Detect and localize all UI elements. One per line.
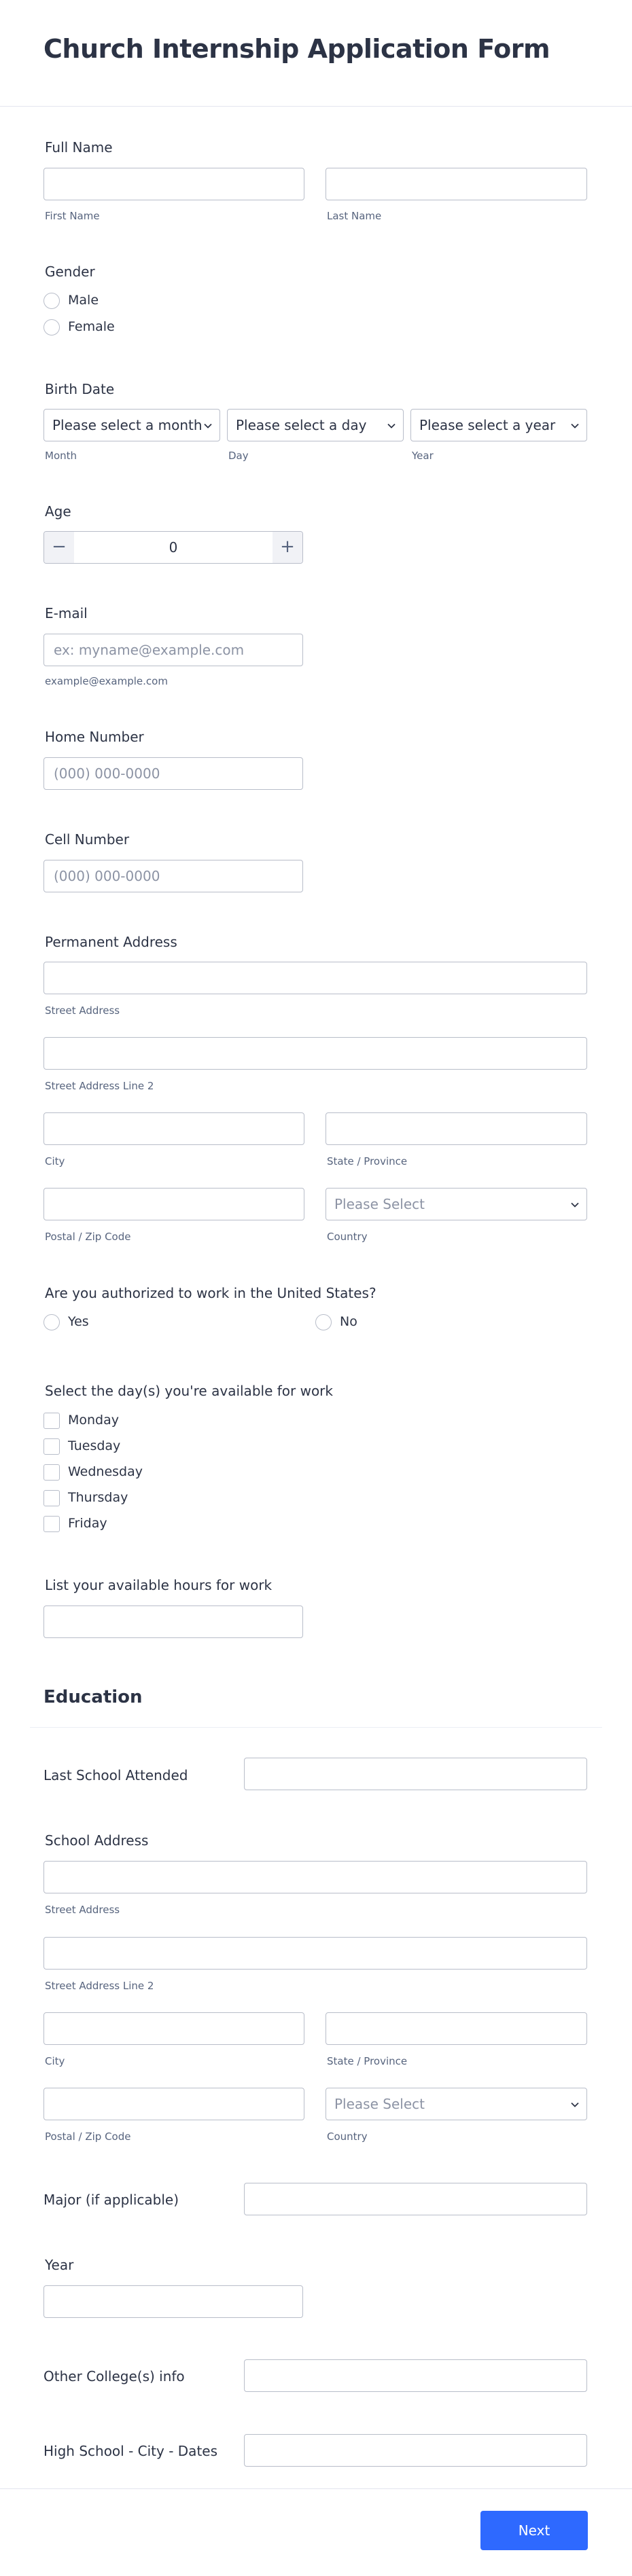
- available-hours-label: List your available hours for work: [45, 1577, 273, 1593]
- birth-day-select[interactable]: [227, 409, 404, 441]
- day-tuesday-label[interactable]: Tuesday: [68, 1438, 121, 1453]
- work-auth-no-label[interactable]: No: [340, 1314, 357, 1329]
- street-address-input[interactable]: [43, 962, 587, 994]
- last-school-input[interactable]: [244, 1758, 587, 1790]
- work-auth-no-radio[interactable]: [315, 1314, 332, 1330]
- home-number-label: Home Number: [45, 729, 144, 745]
- last-name-input[interactable]: [326, 168, 587, 200]
- school-city-sublabel: City: [45, 2055, 65, 2067]
- birth-month-value: Please select a month: [52, 417, 203, 433]
- section-divider: [30, 1727, 602, 1728]
- school-country-select[interactable]: [326, 2088, 587, 2120]
- permanent-address-label: Permanent Address: [45, 934, 177, 950]
- country-value: Please Select: [334, 1196, 425, 1212]
- form-header: [0, 0, 632, 107]
- first-name-sublabel: First Name: [45, 210, 100, 222]
- major-input[interactable]: [244, 2183, 587, 2215]
- birth-month-sublabel: Month: [45, 450, 77, 462]
- state-input[interactable]: [326, 1112, 587, 1145]
- birth-day-sublabel: Day: [228, 450, 249, 462]
- available-hours-input[interactable]: [43, 1606, 303, 1638]
- birth-year-value: Please select a year: [419, 417, 556, 433]
- gender-male-radio[interactable]: [43, 293, 60, 309]
- high-school-label: High School - City - Dates: [43, 2443, 218, 2459]
- city-input[interactable]: [43, 1112, 304, 1145]
- birth-date-label: Birth Date: [45, 381, 115, 397]
- school-street-line2-sublabel: Street Address Line 2: [45, 1980, 154, 1992]
- home-number-input[interactable]: (000) 000-0000: [43, 757, 303, 790]
- school-state-sublabel: State / Province: [327, 2055, 408, 2067]
- birth-month-select[interactable]: [43, 409, 220, 441]
- day-friday-checkbox[interactable]: [43, 1516, 60, 1532]
- school-city-input[interactable]: [43, 2012, 304, 2045]
- school-street-input[interactable]: [43, 1861, 587, 1893]
- age-stepper[interactable]: [43, 531, 303, 564]
- gender-female-radio[interactable]: [43, 319, 60, 335]
- age-value[interactable]: 0: [169, 539, 178, 556]
- city-sublabel: City: [45, 1155, 65, 1167]
- email-input[interactable]: ex: myname@example.com: [43, 634, 303, 666]
- cell-number-label: Cell Number: [45, 831, 130, 848]
- school-street-sublabel: Street Address: [45, 1904, 120, 1916]
- school-address-label: School Address: [45, 1832, 149, 1849]
- form-title: Church Internship Application Form: [43, 34, 550, 64]
- school-street-line2-input[interactable]: [43, 1937, 587, 1970]
- next-button[interactable]: Next: [480, 2511, 588, 2550]
- school-postal-code-sublabel: Postal / Zip Code: [45, 2130, 131, 2143]
- school-country-sublabel: Country: [327, 2130, 368, 2143]
- country-select[interactable]: [326, 1188, 587, 1220]
- state-sublabel: State / Province: [327, 1155, 408, 1167]
- increment-button[interactable]: +: [273, 532, 302, 563]
- gender-label: Gender: [45, 264, 95, 280]
- chevron-down-icon: [387, 421, 396, 431]
- school-country-value: Please Select: [334, 2096, 425, 2112]
- birth-year-sublabel: Year: [412, 450, 434, 462]
- chevron-down-icon: [203, 421, 213, 431]
- email-label: E-mail: [45, 605, 88, 621]
- birth-year-select[interactable]: [410, 409, 587, 441]
- full-name-label: Full Name: [45, 139, 113, 156]
- gender-female-label[interactable]: Female: [68, 319, 115, 334]
- high-school-input[interactable]: [244, 2434, 587, 2467]
- year-input[interactable]: [43, 2285, 303, 2318]
- last-name-sublabel: Last Name: [327, 210, 382, 222]
- day-thursday-checkbox[interactable]: [43, 1490, 60, 1506]
- day-thursday-label[interactable]: Thursday: [68, 1490, 128, 1505]
- age-label: Age: [45, 503, 71, 520]
- chevron-down-icon: [570, 1200, 580, 1210]
- postal-code-sublabel: Postal / Zip Code: [45, 1231, 131, 1243]
- year-label: Year: [45, 2257, 74, 2273]
- cell-number-input[interactable]: (000) 000-0000: [43, 860, 303, 892]
- last-school-label: Last School Attended: [43, 1767, 188, 1783]
- email-sublabel: example@example.com: [45, 675, 168, 687]
- street-address-sublabel: Street Address: [45, 1004, 120, 1017]
- day-monday-label[interactable]: Monday: [68, 1413, 120, 1428]
- other-colleges-label: Other College(s) info: [43, 2368, 185, 2384]
- education-heading: Education: [43, 1687, 143, 1707]
- postal-code-input[interactable]: [43, 1188, 304, 1220]
- street-address-line2-sublabel: Street Address Line 2: [45, 1080, 154, 1092]
- work-authorization-label: Are you authorized to work in the United States?: [45, 1285, 376, 1301]
- chevron-down-icon: [570, 2100, 580, 2109]
- school-state-input[interactable]: [326, 2012, 587, 2045]
- day-friday-label[interactable]: Friday: [68, 1516, 107, 1531]
- day-tuesday-checkbox[interactable]: [43, 1438, 60, 1455]
- day-wednesday-checkbox[interactable]: [43, 1464, 60, 1481]
- chevron-down-icon: [570, 421, 580, 431]
- first-name-input[interactable]: [43, 168, 304, 200]
- gender-male-label[interactable]: Male: [68, 293, 99, 308]
- work-auth-yes-radio[interactable]: [43, 1314, 60, 1330]
- country-sublabel: Country: [327, 1231, 368, 1243]
- day-monday-checkbox[interactable]: [43, 1413, 60, 1429]
- day-wednesday-label[interactable]: Wednesday: [68, 1464, 143, 1479]
- birth-day-value: Please select a day: [236, 417, 367, 433]
- work-auth-yes-label[interactable]: Yes: [68, 1314, 89, 1329]
- availability-days-label: Select the day(s) you're available for work: [45, 1383, 333, 1399]
- major-label: Major (if applicable): [43, 2192, 179, 2208]
- decrement-button[interactable]: −: [44, 532, 74, 563]
- street-address-line2-input[interactable]: [43, 1037, 587, 1070]
- school-postal-code-input[interactable]: [43, 2088, 304, 2120]
- footer-divider: [0, 2488, 632, 2489]
- other-colleges-input[interactable]: [244, 2359, 587, 2392]
